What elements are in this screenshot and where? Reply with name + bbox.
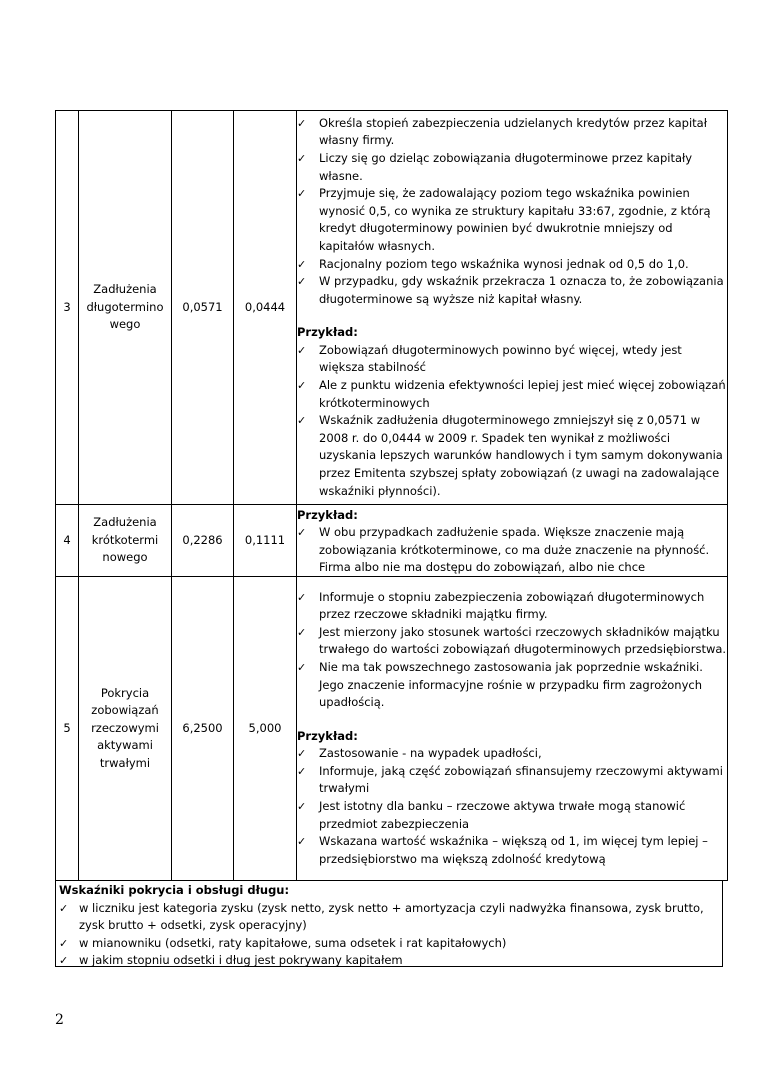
list-item: ✓ Wskazana wartość wskaźnika – większą od 1, im więcej tym lepiej – przedsiębiorstwo ma większą zdolność kredytową <box>297 834 708 866</box>
list-item: ✓ Informuje o stopniu zabezpieczenia zobowiązań długoterminowych przez rzeczowe składniki majątku firmy. <box>297 589 705 622</box>
list-item: ✓ Ale z punktu widzenia efektywności lepiej jest mieć więcej zobowiązań krótkoterminowych <box>297 378 726 410</box>
list-item: ✓ Liczy się go dzieląc zobowiązania długoterminowe przez kapitały własne. <box>297 150 693 183</box>
value-2008: 0,2286 <box>172 505 234 577</box>
checkmark-icon: ✓ <box>297 414 307 428</box>
list-item: ✓ Jest istotny dla banku – rzeczowe aktywa trwałe mogą stanowić przedmiot zabezpieczenia <box>297 799 686 831</box>
value-2008: 0,0571 <box>172 111 234 505</box>
value-2009: 5,000 <box>234 577 297 881</box>
indicator-description <box>297 111 728 505</box>
checkmark-icon: ✓ <box>297 526 307 540</box>
list-item: ✓ Informuje, jaką część zobowiązań sfinansujemy rzeczowymi aktywami trwałymi <box>297 763 723 796</box>
box-heading: Wskaźniki pokrycia i obsługi długu: <box>59 883 290 897</box>
checkmark-icon: ✓ <box>297 660 307 674</box>
value-2008: 6,2500 <box>172 577 234 881</box>
checkmark-icon: ✓ <box>297 257 307 271</box>
checkmark-icon: ✓ <box>297 590 307 604</box>
checkmark-icon: ✓ <box>59 954 69 967</box>
example-list <box>297 524 727 574</box>
row-number: 5 <box>56 577 79 881</box>
list-item: ✓ Zastosowanie - na wypadek upadłości, <box>297 745 727 763</box>
list-item: ✓ W obu przypadkach zadłużenie spada. Większe znaczenie mają zobowiązania krótkoterminowe, co ma duże znaczenie na płynność. Firma albo nie ma dostępu do zobowiązań, albo nie chce <box>297 525 710 575</box>
checkmark-icon: ✓ <box>59 936 69 950</box>
checkmark-icon: ✓ <box>297 835 307 849</box>
indicator-description <box>297 505 728 577</box>
list-item: ✓ Zobowiązań długoterminowych powinno być więcej, wtedy jest większa stabilność <box>297 342 682 375</box>
indicator-name: Zadłużenia długotermino wego <box>79 111 172 505</box>
list-item: ✓ W przypadku, gdy wskaźnik przekracza 1 oznacza to, że zobowiązania długoterminowe są wyższe niż kapitał własny. <box>297 274 724 306</box>
list-item: ✓ w jakim stopniu odsetki i dług jest pokrywany kapitałem <box>59 952 719 970</box>
row-number: 3 <box>56 111 79 505</box>
box-list <box>59 900 719 970</box>
description-list <box>297 589 727 712</box>
indicator-description <box>297 577 728 881</box>
checkmark-icon: ✓ <box>297 379 307 393</box>
list-item: ✓ Racjonalny poziom tego wskaźnika wynosi jednak od 0,5 do 1,0. <box>297 256 727 274</box>
checkmark-icon: ✓ <box>297 151 307 165</box>
example-label: Przykład: <box>297 325 358 340</box>
checkmark-icon: ✓ <box>297 187 307 201</box>
list-item: ✓ Wskaźnik zadłużenia długoterminowego zmniejszył się z 0,0571 w 2008 r. do 0,0444 w 2009 r. Spadek ten wynikał z możliwości uzyskania lepszych warunków handlowych i tym samym dokonywania przez Emitenta szybszej spłaty zobowiązań (z uwagi na zadowalające wskaźniki płynności). <box>297 413 723 498</box>
indicator-name: Pokrycia zobowiązań rzeczowymi aktywami trwałymi <box>79 577 172 881</box>
checkmark-icon: ✓ <box>297 800 307 814</box>
list-item: ✓ Określa stopień zabezpieczenia udzielanych kredytów przez kapitał własny firmy. <box>297 115 707 148</box>
example-label: Przykład: <box>297 728 358 743</box>
checkmark-icon: ✓ <box>297 116 307 130</box>
value-2009: 0,1111 <box>234 505 297 577</box>
example-list <box>297 342 727 500</box>
checkmark-icon: ✓ <box>297 275 307 289</box>
table-row <box>56 111 728 505</box>
page-number: 2 <box>55 1012 64 1028</box>
indicators-table <box>55 110 728 881</box>
checkmark-icon: ✓ <box>297 747 307 761</box>
list-item: ✓ Jest mierzony jako stosunek wartości rzeczowych składników majątku trwałego do wartości zobowiązań długoterminowych przedsiębiorstwa. <box>297 624 727 657</box>
row-number: 4 <box>56 505 79 577</box>
description-list <box>297 115 727 309</box>
example-label: Przykład: <box>297 507 358 522</box>
indicator-name: Zadłużenia krótkotermi nowego <box>79 505 172 577</box>
list-item: ✓ w mianowniku (odsetki, raty kapitałowe, suma odsetek i rat kapitałowych) <box>59 935 719 953</box>
list-item: ✓ w liczniku jest kategoria zysku (zysk netto, zysk netto + amortyzacja czyli nadwyżka finansowa, zysk brutto, zysk brutto + odsetki, zysk operacyjny) <box>59 900 704 932</box>
list-item: ✓ Przyjmuje się, że zadowalający poziom tego wskaźnika powinien wynosić 0,5, co wynika ze struktury kapitału 33:67, zgodnie, z którą kredyt długoterminowy powinien być dwukrotnie mniejszy od kapitałów własnych. <box>297 186 711 253</box>
checkmark-icon: ✓ <box>297 764 307 778</box>
checkmark-icon: ✓ <box>59 901 69 915</box>
debt-coverage-box <box>55 880 723 967</box>
list-item: ✓ Nie ma tak powszechnego zastosowania jak poprzednie wskaźniki. Jego znaczenie informacyjne rośnie w przypadku firm zagrożonych upadłością. <box>297 659 703 710</box>
checkmark-icon: ✓ <box>297 625 307 639</box>
table-row <box>56 505 728 577</box>
example-list <box>297 745 727 868</box>
value-2009: 0,0444 <box>234 111 297 505</box>
checkmark-icon: ✓ <box>297 343 307 357</box>
table-row <box>56 577 728 881</box>
